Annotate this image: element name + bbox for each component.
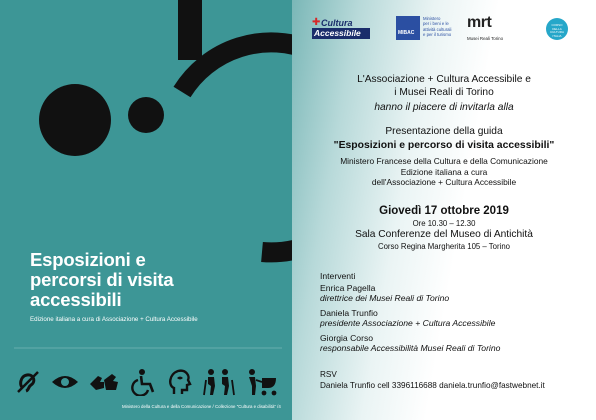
cover-footer: Ministero della Cultura e della Comunicazione / Collezione "Cultura e disabilità" /4 — [122, 404, 281, 409]
speaker-role: responsabile Accessibilità Musei Reali di Torino — [320, 343, 501, 353]
rsv-label: RSV — [320, 370, 337, 379]
cover-title-line: percorsi di visita — [30, 269, 174, 290]
stroller-icon — [246, 368, 280, 396]
cover-top-bar — [178, 0, 202, 60]
accessibility-icons — [14, 368, 284, 398]
cover-dot-small — [128, 97, 164, 133]
ministry-logo-line: e per il turismo — [423, 32, 452, 38]
speaker-name: Enrica Pagella — [320, 282, 376, 293]
speakers-list — [320, 271, 590, 358]
hosts-line: L'Associazione + Cultura Accessibile e — [357, 74, 531, 85]
edition-line: Ministero Francese della Cultura e della Comunicazione — [340, 156, 548, 166]
invitation-panel — [292, 0, 596, 420]
cover-subtitle: Edizione italiana a cura di Associazione + Cultura Accessibile — [30, 316, 198, 323]
cover-ring-arc — [182, 42, 292, 252]
ministry-logo-line: attività culturali — [423, 26, 452, 32]
cognitive-head-icon — [166, 368, 192, 396]
ministry-logo-line: per i beni e le — [423, 21, 449, 27]
cover-title-line: accessibili — [30, 289, 122, 310]
edition-line: Edizione italiana a cura — [400, 166, 488, 177]
guide-title: "Esposizioni e percorso di visita accessibili" — [333, 140, 555, 151]
edition-line: dell'Associazione + Cultura Accessibile — [371, 177, 517, 187]
logo-word-accessibile: Accessibile — [312, 28, 370, 39]
mrt-name: Musei Reali Torino — [467, 36, 504, 41]
logo-row — [292, 0, 596, 50]
event-date: Giovedì 17 ottobre 2019 — [379, 205, 509, 217]
seal-line: ITALIA — [552, 33, 562, 38]
edition-info — [292, 156, 596, 188]
sign-language-icon — [88, 368, 120, 396]
speaker-name: Daniela Trunfio — [320, 307, 378, 318]
hosts-line: i Musei Reali di Torino — [394, 87, 494, 98]
ministry-logo-text — [423, 16, 463, 38]
invite-text: hanno il piacere di invitarla alla — [374, 102, 514, 113]
eye-icon — [50, 368, 80, 396]
musei-reali-logo — [467, 16, 515, 44]
wheelchair-icon — [130, 368, 158, 396]
seal-line: CORSO — [551, 23, 563, 27]
hearing-impaired-icon — [14, 368, 42, 396]
ministry-mark-icon — [396, 16, 420, 40]
logo-word-cultura: Cultura — [321, 18, 353, 28]
speakers-heading: Interventi — [320, 271, 356, 281]
speaker-role: direttrice dei Musei Reali di Torino — [320, 293, 450, 303]
event-venue: Sala Conferenze del Museo di Antichità — [355, 229, 533, 240]
seal-line: DELLA — [552, 26, 562, 31]
mrt-mark: mrt — [467, 14, 492, 31]
plus-cross-icon: ✚ — [312, 17, 321, 28]
ministry-mark-text: MIBAC — [398, 30, 415, 36]
elderly-people-icon — [202, 368, 236, 396]
cultura-accessibile-logo — [312, 17, 370, 41]
hosts — [292, 73, 596, 99]
cover-title-line: Esposizioni e — [30, 249, 146, 270]
guide-cover — [0, 0, 292, 420]
rsv-block — [320, 370, 590, 391]
seal-line: CULTURA — [550, 30, 564, 35]
ministry-logo — [396, 16, 460, 42]
rsv-contact[interactable]: Daniela Trunfio cell 3396116688 daniela.trunfio@fastwebnet.it — [320, 380, 545, 390]
speaker-role: presidente Associazione + Cultura Accessibile — [320, 318, 496, 328]
ministry-logo-line: Ministero — [423, 16, 441, 21]
seal-logo — [546, 18, 568, 40]
event-address: Corso Regina Margherita 105 – Torino — [377, 242, 511, 251]
event-time: Ore 10.30 – 12.30 — [412, 219, 476, 228]
cover-graphic — [0, 0, 292, 420]
cover-dot-large — [39, 84, 111, 156]
cover-title — [30, 250, 280, 310]
speaker-name: Giorgia Corso — [320, 332, 374, 343]
presentation-label: Presentazione della guida — [385, 126, 503, 137]
